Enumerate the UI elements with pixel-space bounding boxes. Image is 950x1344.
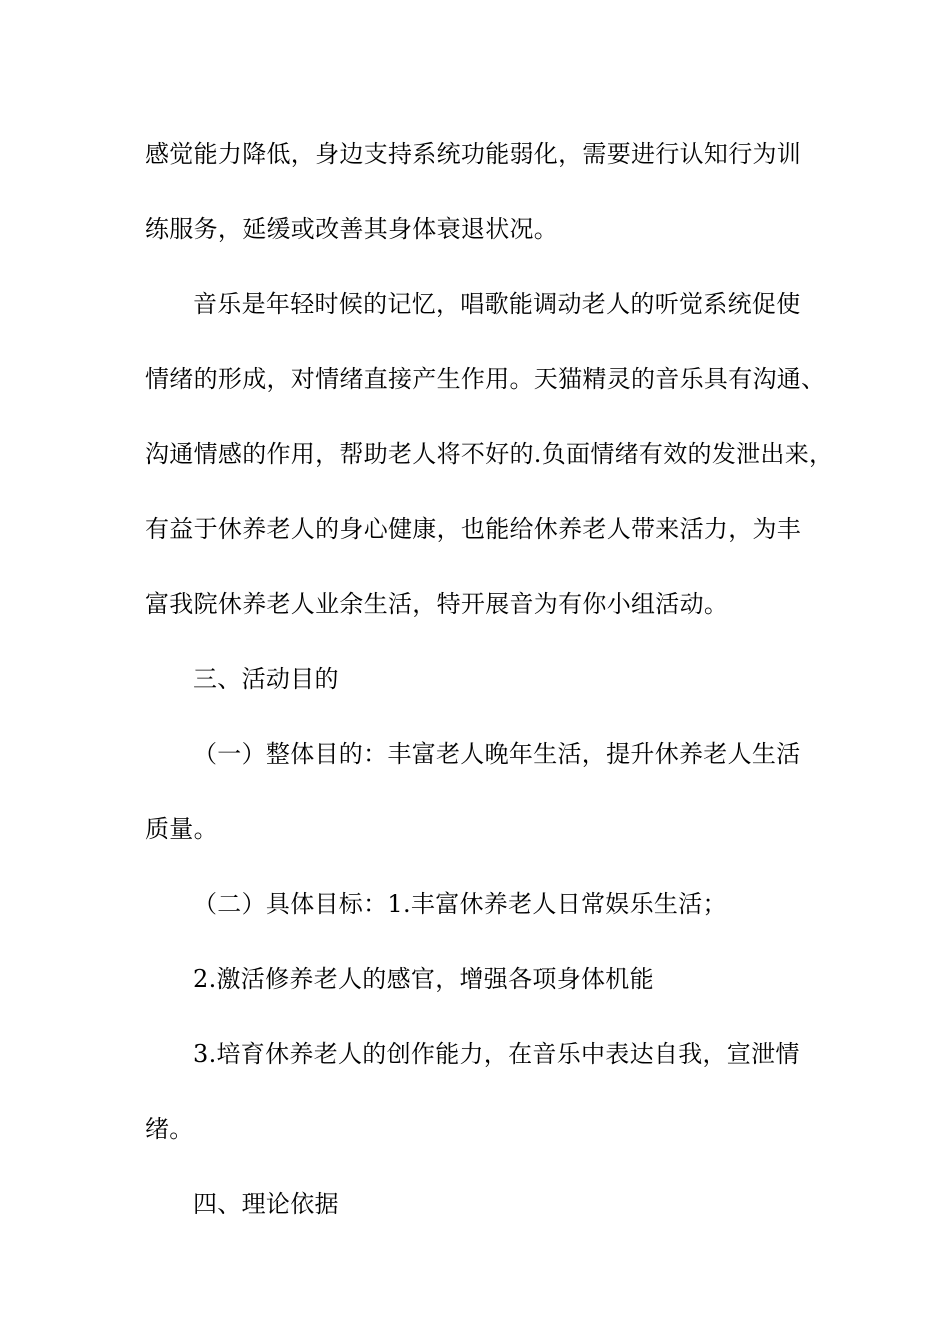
paragraph-line: 感觉能力降低，身边支持系统功能弱化，需要进行认知行为训 — [145, 140, 802, 168]
paragraph-line: 绪。 — [145, 1115, 194, 1143]
paragraph-line: （一）整体目的：丰富老人晚年生活，提升休养老人生活 — [193, 740, 801, 768]
paragraph-line: 3.培育休养老人的创作能力，在音乐中表达自我，宣泄情 — [193, 1040, 800, 1068]
paragraph-line: （二）具体目标：1.丰富休养老人日常娱乐生活； — [193, 890, 727, 918]
paragraph-line: 富我院休养老人业余生活，特开展音为有你小组活动。 — [145, 590, 729, 618]
section-heading: 四、理论依据 — [193, 1190, 339, 1218]
paragraph-line: 有益于休养老人的身心健康，也能给休养老人带来活力，为丰 — [145, 515, 802, 543]
paragraph-line: 沟通情感的作用，帮助老人将不好的.负面情绪有效的发泄出来， — [145, 440, 834, 468]
paragraph-line: 音乐是年轻时候的记忆，唱歌能调动老人的听觉系统促使 — [193, 290, 801, 318]
paragraph-line: 2.激活修养老人的感官，增强各项身体机能 — [193, 965, 654, 993]
section-heading: 三、活动目的 — [193, 665, 339, 693]
paragraph-line: 练服务，延缓或改善其身体衰退状况。 — [145, 215, 559, 243]
paragraph-line: 情绪的形成，对情绪直接产生作用。天猫精灵的音乐具有沟通、 — [145, 365, 826, 393]
paragraph-line: 质量。 — [145, 815, 218, 843]
